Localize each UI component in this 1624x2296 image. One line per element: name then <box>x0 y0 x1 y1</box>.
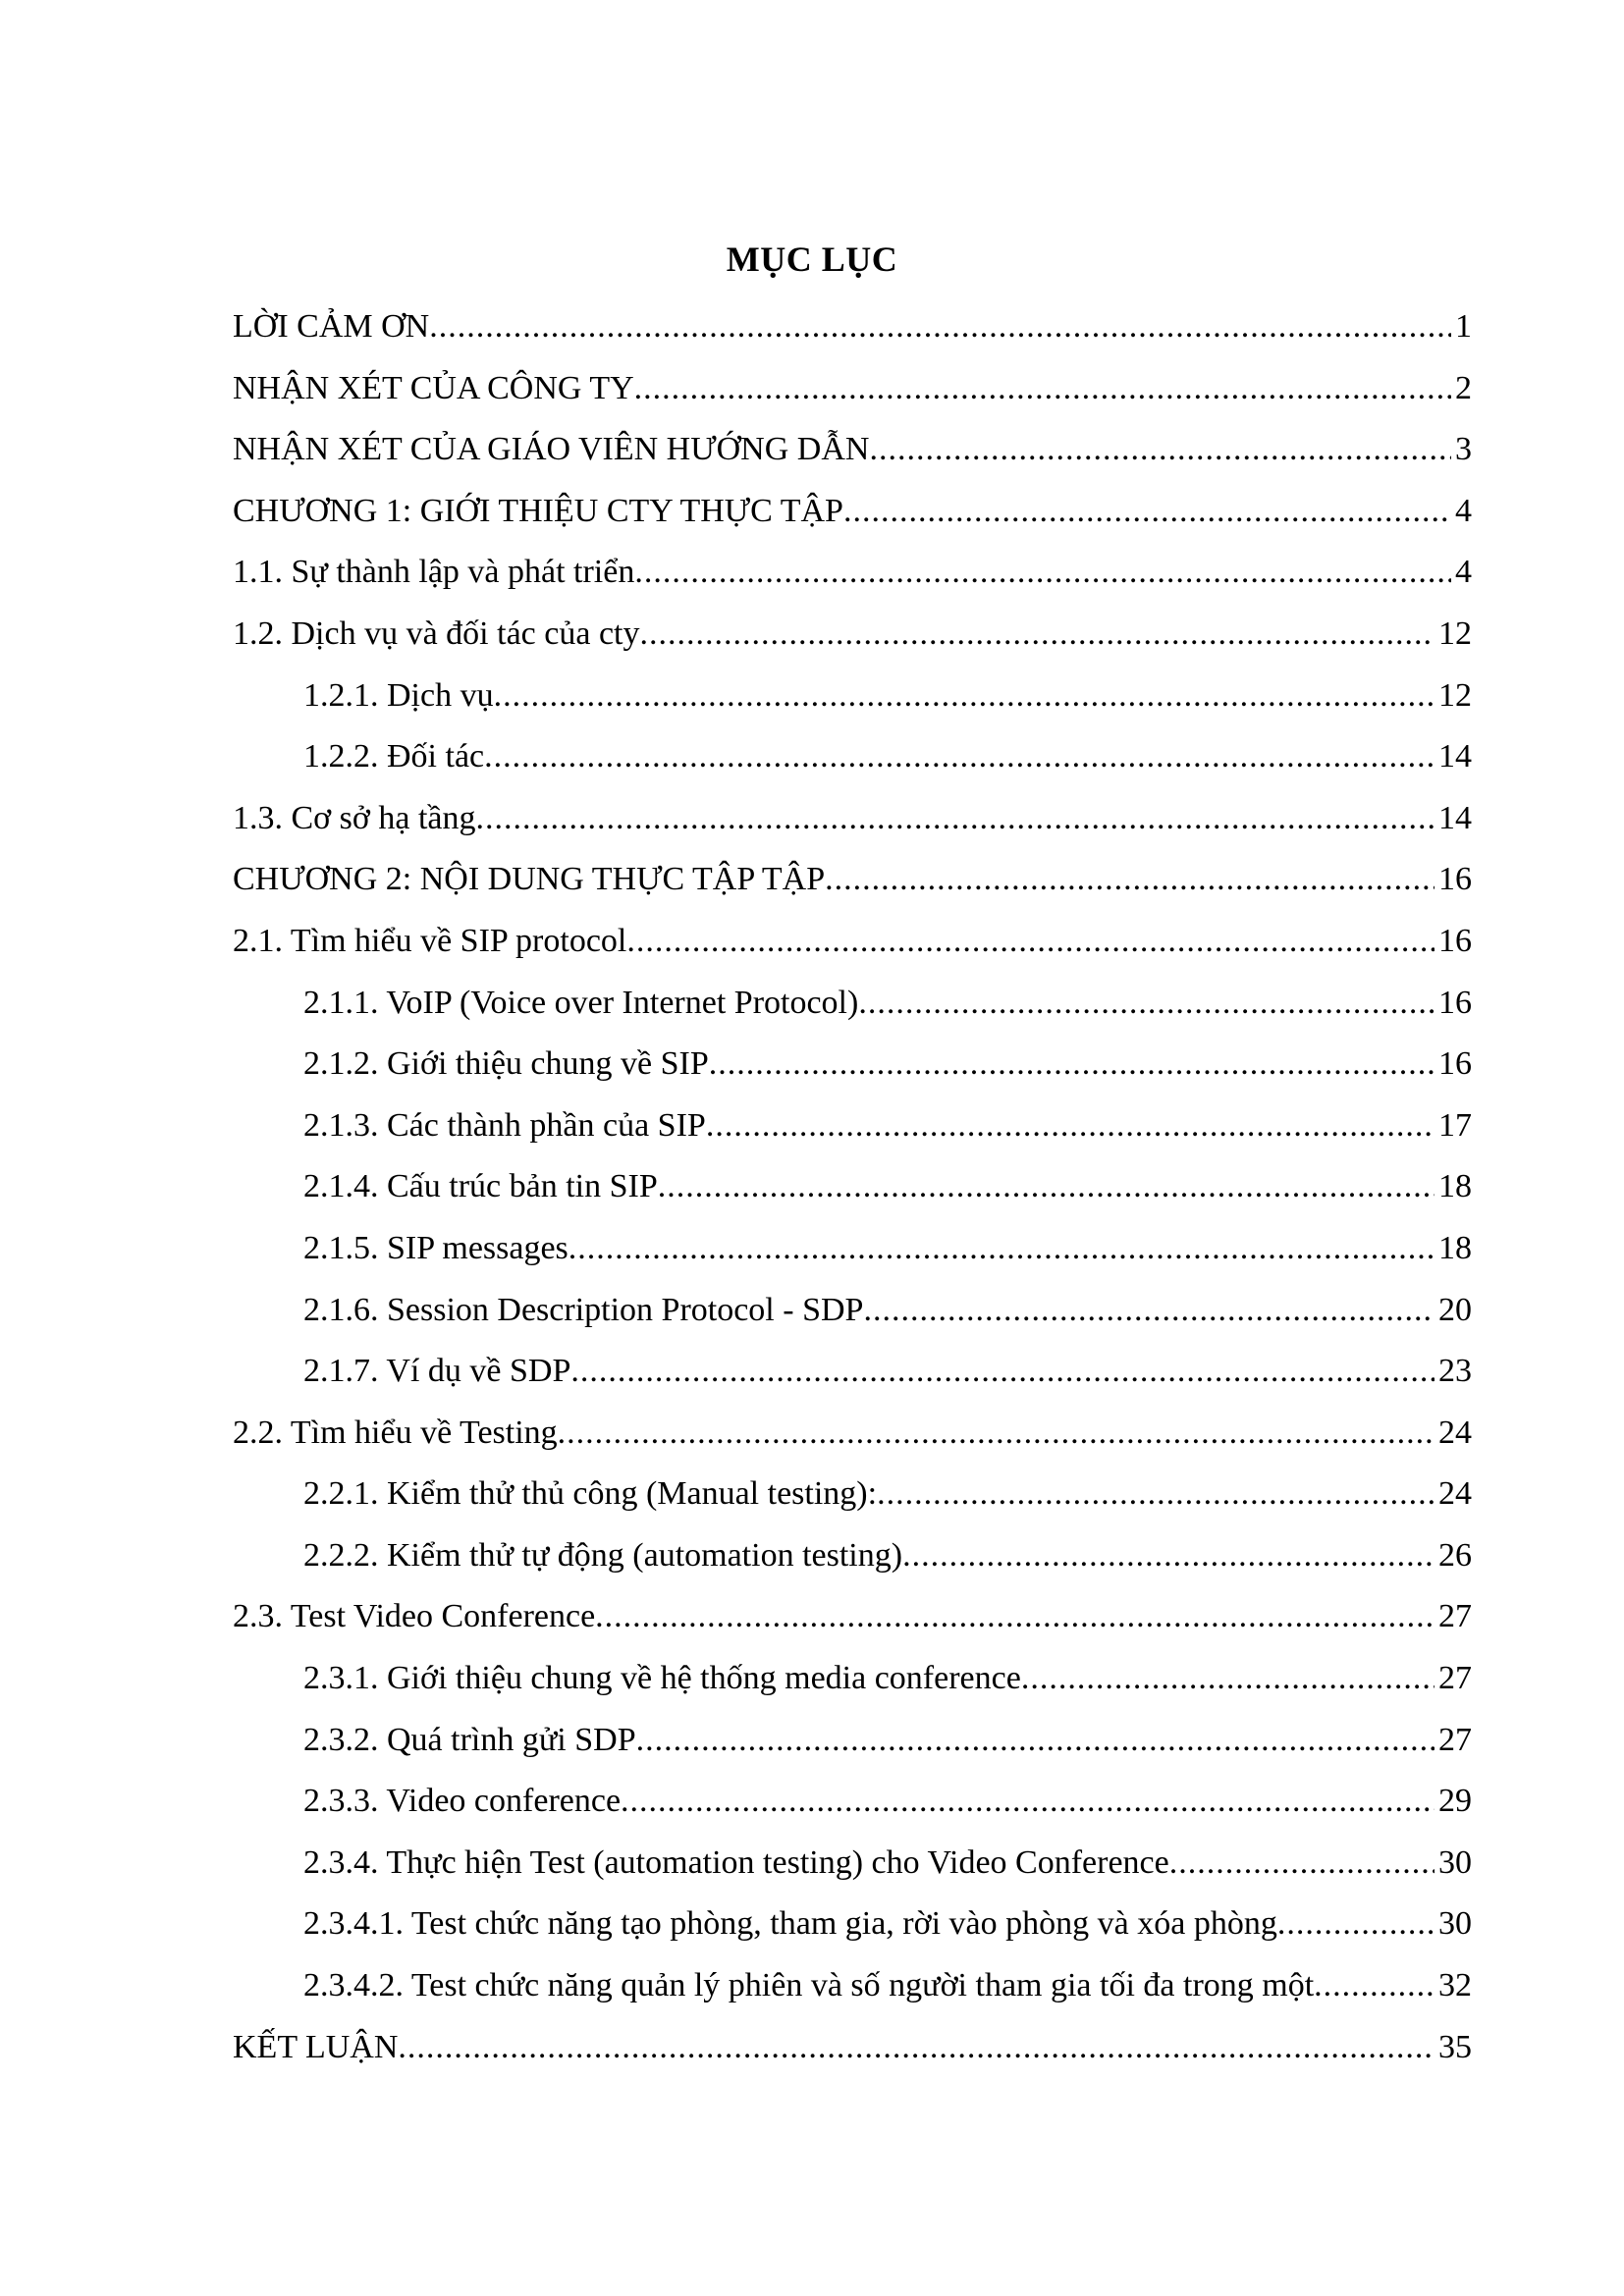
toc-entry[interactable] <box>233 419 1472 481</box>
dot-leader <box>1277 1894 1435 1955</box>
dot-leader <box>429 296 1451 358</box>
toc-entry-page-number: 14 <box>1438 799 1472 836</box>
dot-leader <box>902 1525 1435 1587</box>
toc-entry[interactable] <box>233 1095 1472 1157</box>
toc-entry[interactable] <box>233 1648 1472 1710</box>
page-title: MỤC LỤC <box>726 240 898 279</box>
toc-entry-page-number: 20 <box>1438 1291 1472 1328</box>
toc-entry-page-number: 4 <box>1455 492 1472 529</box>
toc-entry[interactable] <box>233 296 1472 358</box>
dot-leader <box>626 911 1435 973</box>
toc-entry-page-number: 17 <box>1438 1106 1472 1144</box>
dot-leader <box>634 358 1451 420</box>
toc-entry-label: 2.1. Tìm hiểu về SIP protocol <box>233 922 627 959</box>
dot-leader <box>706 1095 1435 1157</box>
toc-entry-label: 2.2. Tìm hiểu về Testing <box>233 1414 558 1451</box>
toc-entry[interactable] <box>233 973 1472 1035</box>
toc-entry[interactable] <box>233 1894 1472 1955</box>
dot-leader <box>494 666 1435 727</box>
toc-entry-page-number: 14 <box>1438 738 1472 775</box>
toc-entry-page-number: 16 <box>1438 922 1472 959</box>
toc-entry[interactable] <box>233 358 1472 420</box>
toc-entry-label: 1.1. Sự thành lập và phát triển <box>233 554 635 591</box>
toc-entry-page-number: 35 <box>1438 2028 1472 2065</box>
toc-entry-label: NHẬN XÉT CỦA GIÁO VIÊN HƯỚNG DẪN <box>233 431 870 468</box>
toc-entry-label: 2.1.3. Các thành phần của SIP <box>303 1106 706 1144</box>
toc-entry-page-number: 12 <box>1438 676 1472 714</box>
toc-entry-page-number: 18 <box>1438 1229 1472 1266</box>
toc-entry-label: 2.1.5. SIP messages <box>303 1229 568 1266</box>
dot-leader <box>858 973 1435 1035</box>
dot-leader <box>709 1034 1435 1095</box>
toc-entry-label: 2.3.2. Quá trình gửi SDP <box>303 1721 636 1758</box>
toc-entry-page-number: 30 <box>1438 1905 1472 1943</box>
toc-entry-label: 2.3.4. Thực hiện Test (automation testing) cho Video Conference <box>303 1843 1169 1881</box>
dot-leader <box>1314 1955 1435 2017</box>
toc-entry[interactable] <box>233 1034 1472 1095</box>
toc-entry-label: 2.2.1. Kiểm thử thủ công (Manual testing): <box>303 1475 878 1513</box>
toc-entry-page-number: 16 <box>1438 1045 1472 1083</box>
toc-entry[interactable] <box>233 1586 1472 1648</box>
toc-entry-label: LỜI CẢM ƠN <box>233 308 430 345</box>
dot-leader <box>877 1464 1435 1525</box>
toc-entry-label: 2.3.4.2. Test chức năng quản lý phiên và số người tham gia tối đa trong một <box>303 1967 1315 2004</box>
toc-entry[interactable] <box>233 481 1472 543</box>
dot-leader <box>398 2017 1435 2079</box>
toc-entry-page-number: 18 <box>1438 1168 1472 1205</box>
toc-entry-label: 2.1.7. Ví dụ về SDP <box>303 1353 571 1390</box>
toc-entry[interactable] <box>233 1955 1472 2017</box>
dot-leader <box>568 1218 1435 1280</box>
toc-entry-label: KẾT LUẬN <box>233 2028 399 2065</box>
toc-entry-label: 1.2.2. Đối tác <box>303 738 485 775</box>
dot-leader <box>634 542 1451 604</box>
toc-entry[interactable] <box>233 666 1472 727</box>
dot-leader <box>658 1156 1435 1218</box>
dot-leader <box>843 481 1451 543</box>
toc-entry[interactable] <box>233 726 1472 788</box>
dot-leader <box>621 1771 1435 1833</box>
toc-entry-label: 2.1.2. Giới thiệu chung về SIP <box>303 1045 709 1083</box>
dot-leader <box>570 1341 1435 1403</box>
toc-entry-page-number: 24 <box>1438 1475 1472 1513</box>
toc-entry-label: 2.3. Test Video Conference <box>233 1598 596 1635</box>
toc-entry-page-number: 24 <box>1438 1414 1472 1451</box>
toc-entry[interactable] <box>233 604 1472 666</box>
dot-leader <box>1169 1833 1435 1895</box>
toc-entry[interactable] <box>233 1771 1472 1833</box>
dot-leader <box>595 1586 1435 1648</box>
toc-entry-label: 1.2. Dịch vụ và đối tác của cty <box>233 614 640 652</box>
toc-entry-page-number: 27 <box>1438 1721 1472 1758</box>
toc-entry-page-number: 29 <box>1438 1783 1472 1820</box>
toc-entry[interactable] <box>233 2017 1472 2079</box>
toc-entry[interactable] <box>233 849 1472 911</box>
dot-leader <box>825 849 1435 911</box>
dot-leader <box>636 1710 1435 1772</box>
toc-entry-page-number: 3 <box>1455 431 1472 468</box>
toc-entry-label: 2.3.1. Giới thiệu chung về hệ thống media conference <box>303 1660 1021 1697</box>
toc-entry[interactable] <box>233 542 1472 604</box>
toc-entry-label: 1.3. Cơ sở hạ tầng <box>233 799 476 836</box>
toc-entry[interactable] <box>233 911 1472 973</box>
toc-entry-label: CHƯƠNG 2: NỘI DUNG THỰC TẬP TẬP <box>233 861 826 898</box>
toc-entry[interactable] <box>233 1833 1472 1895</box>
toc-entry-page-number: 32 <box>1438 1967 1472 2004</box>
toc-entry-label: CHƯƠNG 1: GIỚI THIỆU CTY THỰC TẬP <box>233 492 843 529</box>
toc-entry-page-number: 27 <box>1438 1598 1472 1635</box>
toc-entry-label: 2.3.4.1. Test chức năng tạo phòng, tham gia, rời vào phòng và xóa phòng <box>303 1905 1277 1943</box>
toc-entry-label: 2.3.3. Video conference <box>303 1783 622 1820</box>
toc-entry-page-number: 2 <box>1455 369 1472 406</box>
toc-entry[interactable] <box>233 1710 1472 1772</box>
toc-entry[interactable] <box>233 788 1472 850</box>
dot-leader <box>1021 1648 1435 1710</box>
dot-leader <box>869 419 1451 481</box>
toc-entry-label: 2.1.4. Cấu trúc bản tin SIP <box>303 1168 658 1205</box>
toc-entry[interactable] <box>233 1464 1472 1525</box>
toc-entry[interactable] <box>233 1218 1472 1280</box>
toc-entry[interactable] <box>233 1403 1472 1465</box>
dot-leader <box>863 1280 1435 1342</box>
toc-entry-page-number: 16 <box>1438 861 1472 898</box>
toc-entry[interactable] <box>233 1341 1472 1403</box>
toc-entry-label: 2.2.2. Kiểm thử tự động (automation testing) <box>303 1536 903 1574</box>
toc-entry[interactable] <box>233 1280 1472 1342</box>
toc-entry-page-number: 12 <box>1438 614 1472 652</box>
toc-entry-page-number: 30 <box>1438 1843 1472 1881</box>
toc-entry-label: 1.2.1. Dịch vụ <box>303 676 494 714</box>
table-of-contents <box>233 296 1472 2078</box>
dot-leader <box>484 726 1435 788</box>
toc-entry-page-number: 27 <box>1438 1660 1472 1697</box>
toc-entry-page-number: 16 <box>1438 984 1472 1021</box>
toc-entry-page-number: 23 <box>1438 1353 1472 1390</box>
toc-entry[interactable] <box>233 1156 1472 1218</box>
toc-entry[interactable] <box>233 1525 1472 1587</box>
toc-entry-page-number: 26 <box>1438 1536 1472 1574</box>
toc-entry-label: 2.1.1. VoIP (Voice over Internet Protocol) <box>303 984 859 1021</box>
dot-leader <box>558 1403 1435 1465</box>
toc-entry-label: NHẬN XÉT CỦA CÔNG TY <box>233 369 634 406</box>
dot-leader <box>476 788 1435 850</box>
toc-entry-page-number: 4 <box>1455 554 1472 591</box>
toc-entry-page-number: 1 <box>1455 308 1472 345</box>
dot-leader <box>639 604 1435 666</box>
toc-entry-label: 2.1.6. Session Description Protocol - SDP <box>303 1291 864 1328</box>
